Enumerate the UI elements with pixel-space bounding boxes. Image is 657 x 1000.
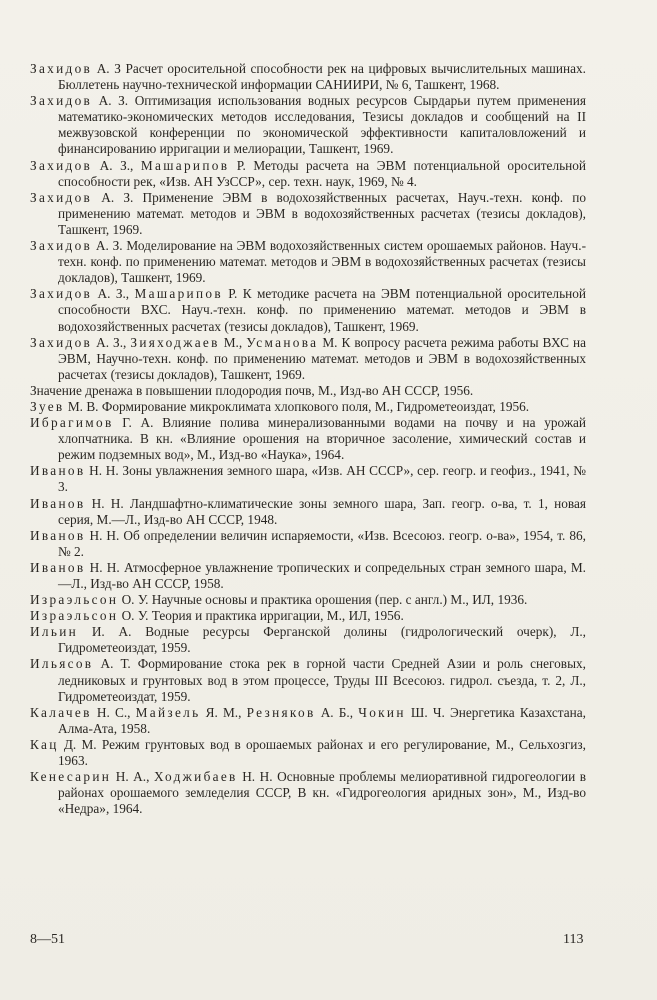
entry-initials: А. З., xyxy=(99,157,134,173)
bibliography-entry xyxy=(30,93,586,157)
entry-author: Ходжибаев xyxy=(153,769,238,785)
entry-author: Кац xyxy=(30,736,59,752)
entry-author: Израэльсон xyxy=(30,592,119,608)
entry-author: Израэльсон xyxy=(30,608,119,624)
entry-initials: И. А. xyxy=(91,624,132,640)
entry-initials: Р. xyxy=(228,286,238,302)
entry-author: Захидов xyxy=(30,61,93,76)
bibliography-entry xyxy=(30,656,586,704)
bibliography-entry xyxy=(30,560,586,592)
bibliography-entry xyxy=(30,624,586,656)
entry-text: Об определении величин испаряемости, «Изв. Всесоюз. геогр. о-ва», 1954, т. 86, № 2. xyxy=(58,527,587,559)
entry-initials: А. З xyxy=(96,61,121,76)
entry-text: Формирование стока рек в горной части Средней Азии и роль снеговых, ледниковых и грунтовых вод в этом процессе, Труды III Всесоюз. гидрол. съезда, т. 2, Л., Гидрометеоиздат, 1959. xyxy=(58,656,586,704)
entry-author: Зияходжаев xyxy=(130,334,220,350)
page-number: 113 xyxy=(563,932,584,947)
entry-text: Ландшафтно-климатические зоны земного шара, Зап. геогр. о-ва, т. 1, новая серия, М.—Л., Изд-во АН СССР, 1948. xyxy=(58,495,586,527)
entry-text: Расчет оросительной способности рек на цифровых вычислительных машинах. Бюллетень научно-технической информации САНИИРИ, № 6, Ташкент, 1968. xyxy=(58,61,587,93)
entry-author: Кенесарин xyxy=(30,769,112,785)
bibliography-entry xyxy=(30,286,586,334)
bibliography-entry xyxy=(30,238,586,286)
entry-initials: А. Т. xyxy=(100,656,131,672)
entry-initials: Н. Н. xyxy=(89,463,119,479)
entry-author: Захидов xyxy=(30,93,93,109)
bibliography-entry xyxy=(30,769,586,817)
entry-author: Машарипов xyxy=(134,286,223,302)
entry-author: Калачев xyxy=(30,704,92,720)
bibliography-entry xyxy=(30,383,586,399)
bibliography-entry xyxy=(30,608,586,624)
entry-text: Водные ресурсы Ферганской долины (гидрологический очерк), Л., Гидрометеоиздат, 1959. xyxy=(58,624,586,656)
entry-author: Резняков xyxy=(246,704,316,720)
entry-text: Значение дренажа в повышении плодородия почв, М., Изд-во АН СССР, 1956. xyxy=(30,382,474,398)
entry-initials: Г. А. xyxy=(122,415,154,431)
entry-text: К методике расчета на ЭВМ потенциальной оросительной способности ВХС. Науч.-техн. конф. по применению математ. методов и ЭВМ в водохозяйственных расчетах (тезисы докладов), Ташкент, 1969. xyxy=(58,286,587,334)
entry-author: Захидов xyxy=(30,189,93,205)
bibliography-entry xyxy=(30,158,586,190)
entry-author: Иванов xyxy=(30,495,86,511)
entry-initials: Н. Н. xyxy=(242,769,273,785)
entry-initials: М. xyxy=(322,334,338,350)
entry-text: Атмосферное увлажнение тропических и сопредельных стран земного шара, М.—Л., Изд-во АН СССР, 1958. xyxy=(58,559,587,591)
entry-text: Научные основы и практика орошения (пер. с англ.) М., ИЛ, 1936. xyxy=(151,592,528,608)
entry-author: Ибрагимов xyxy=(30,415,114,431)
bibliography-list xyxy=(30,61,586,817)
entry-author: Захидов xyxy=(30,334,93,350)
entry-initials: Н. Н. xyxy=(89,559,120,575)
bibliography-entry xyxy=(30,705,586,737)
entry-author: Иванов xyxy=(30,463,86,479)
entry-author: Усманова xyxy=(246,334,319,350)
entry-initials: А. З., xyxy=(96,334,127,350)
entry-text: Основные проблемы мелиоративной гидрогеологии в районах орошаемого земледелия СССР, В кн. «Гидрогеология аридных зон», М., Изд-во «Недра», 1964. xyxy=(58,769,587,817)
entry-author: Чокин xyxy=(358,704,406,720)
entry-author: Ильясов xyxy=(30,656,94,672)
entry-text: Энергетика Казахстана, Алма-Ата, 1958. xyxy=(58,704,586,736)
entry-text: Зоны увлажнения земного шара, «Изв. АН СССР», сер. геогр. и геофиз., 1941, № 3. xyxy=(58,463,586,495)
bibliography-entry xyxy=(30,592,586,608)
entry-initials: Н. А., xyxy=(115,769,150,785)
entry-author: Захидов xyxy=(30,157,93,173)
entry-initials: А. Б., xyxy=(320,704,354,720)
entry-author: Ильин xyxy=(30,624,79,640)
entry-initials: Я. М., xyxy=(205,704,242,720)
entry-text: Моделирование на ЭВМ водохозяйственных систем орошаемых районов. Науч.-техн. конф. по применению математ. методов и ЭВМ в водохозяйственных расчетах (тезисы докладов), Ташкент, 1969. xyxy=(58,238,586,286)
entry-initials: А. З. xyxy=(98,93,129,109)
entry-text: Применение ЭВМ в водохозяйственных расчетах, Науч.-техн. конф. по применению математ. методов и ЭВМ в водохозяйственных расчетах (тезисы докладов), Ташкент, 1969. xyxy=(58,189,586,237)
entry-text: К вопросу расчета режима работы ВХС на ЭВМ, Научно-техн. конф. по применению математ. методов и ЭВМ в водохозяйственных расчетах (тезисы докладов), Ташкент, 1969. xyxy=(58,334,587,382)
entry-initials: Н. Н. xyxy=(91,495,124,511)
entry-initials: Д. М. xyxy=(63,736,97,752)
entry-initials: О. У. xyxy=(121,592,149,608)
entry-initials: А. З. xyxy=(101,189,134,205)
entry-initials: М. В. xyxy=(67,398,99,414)
bibliography-entry xyxy=(30,335,586,383)
entry-text: Режим грунтовых вод в орошаемых районах и его регулирование, М., Сельхозгиз, 1963. xyxy=(58,736,586,769)
bibliography-entry xyxy=(30,463,586,495)
entry-initials: А. З. xyxy=(95,238,123,254)
bibliography-entry xyxy=(30,737,586,769)
entry-author: Захидов xyxy=(30,286,93,302)
entry-text: Влияние полива минерализованными водами на почву и на урожай хлопчатника. В кн. «Влияние орошения на вторичное засоление, химический состав и режим подземных вод», М., Изд-во «Наука», 1964. xyxy=(58,415,587,463)
bibliography-entry xyxy=(30,61,586,93)
entry-initials: Н. С., xyxy=(96,704,131,720)
entry-author: Машарипов xyxy=(140,157,230,173)
entry-text: Оптимизация использования водных ресурсов Сырдарьи путем применения математико-экономических методов исследования, Тезисы докладов и сообщений на II межвузовской конференции по экономической эффективности капиталовложений и финансированию ирригации и мелиорации, Ташкент, 1969. xyxy=(58,93,586,157)
entry-author: Иванов xyxy=(30,559,86,575)
entry-text: Методы расчета на ЭВМ потенциальной оросительной способности рек, «Изв. АН УзССР», сер. техн. наук, 1969, № 4. xyxy=(58,157,587,189)
entry-initials: О. У. xyxy=(121,608,149,624)
entry-initials: Н. Н. xyxy=(89,527,120,543)
entry-author: Захидов xyxy=(30,238,93,254)
entry-initials: Ш. Ч. xyxy=(410,704,445,720)
printer-signature: 8—51 xyxy=(30,932,65,947)
entry-text: Формирование микроклимата хлопкового поля, М., Гидрометеоиздат, 1956. xyxy=(101,398,530,414)
bibliography-entry xyxy=(30,496,586,528)
bibliography-entry xyxy=(30,399,586,415)
bibliography-entry xyxy=(30,415,586,463)
entry-author: Зуев xyxy=(30,398,65,414)
entry-initials: М., xyxy=(223,334,243,350)
bibliography-entry xyxy=(30,528,586,560)
entry-text: Теория и практика ирригации, М., ИЛ, 1956. xyxy=(151,608,404,624)
entry-author: Майзель xyxy=(135,704,201,720)
bibliography-entry xyxy=(30,190,586,238)
entry-initials: Р. xyxy=(236,157,246,173)
entry-initials: А. З., xyxy=(97,286,130,302)
entry-author: Иванов xyxy=(30,527,86,543)
